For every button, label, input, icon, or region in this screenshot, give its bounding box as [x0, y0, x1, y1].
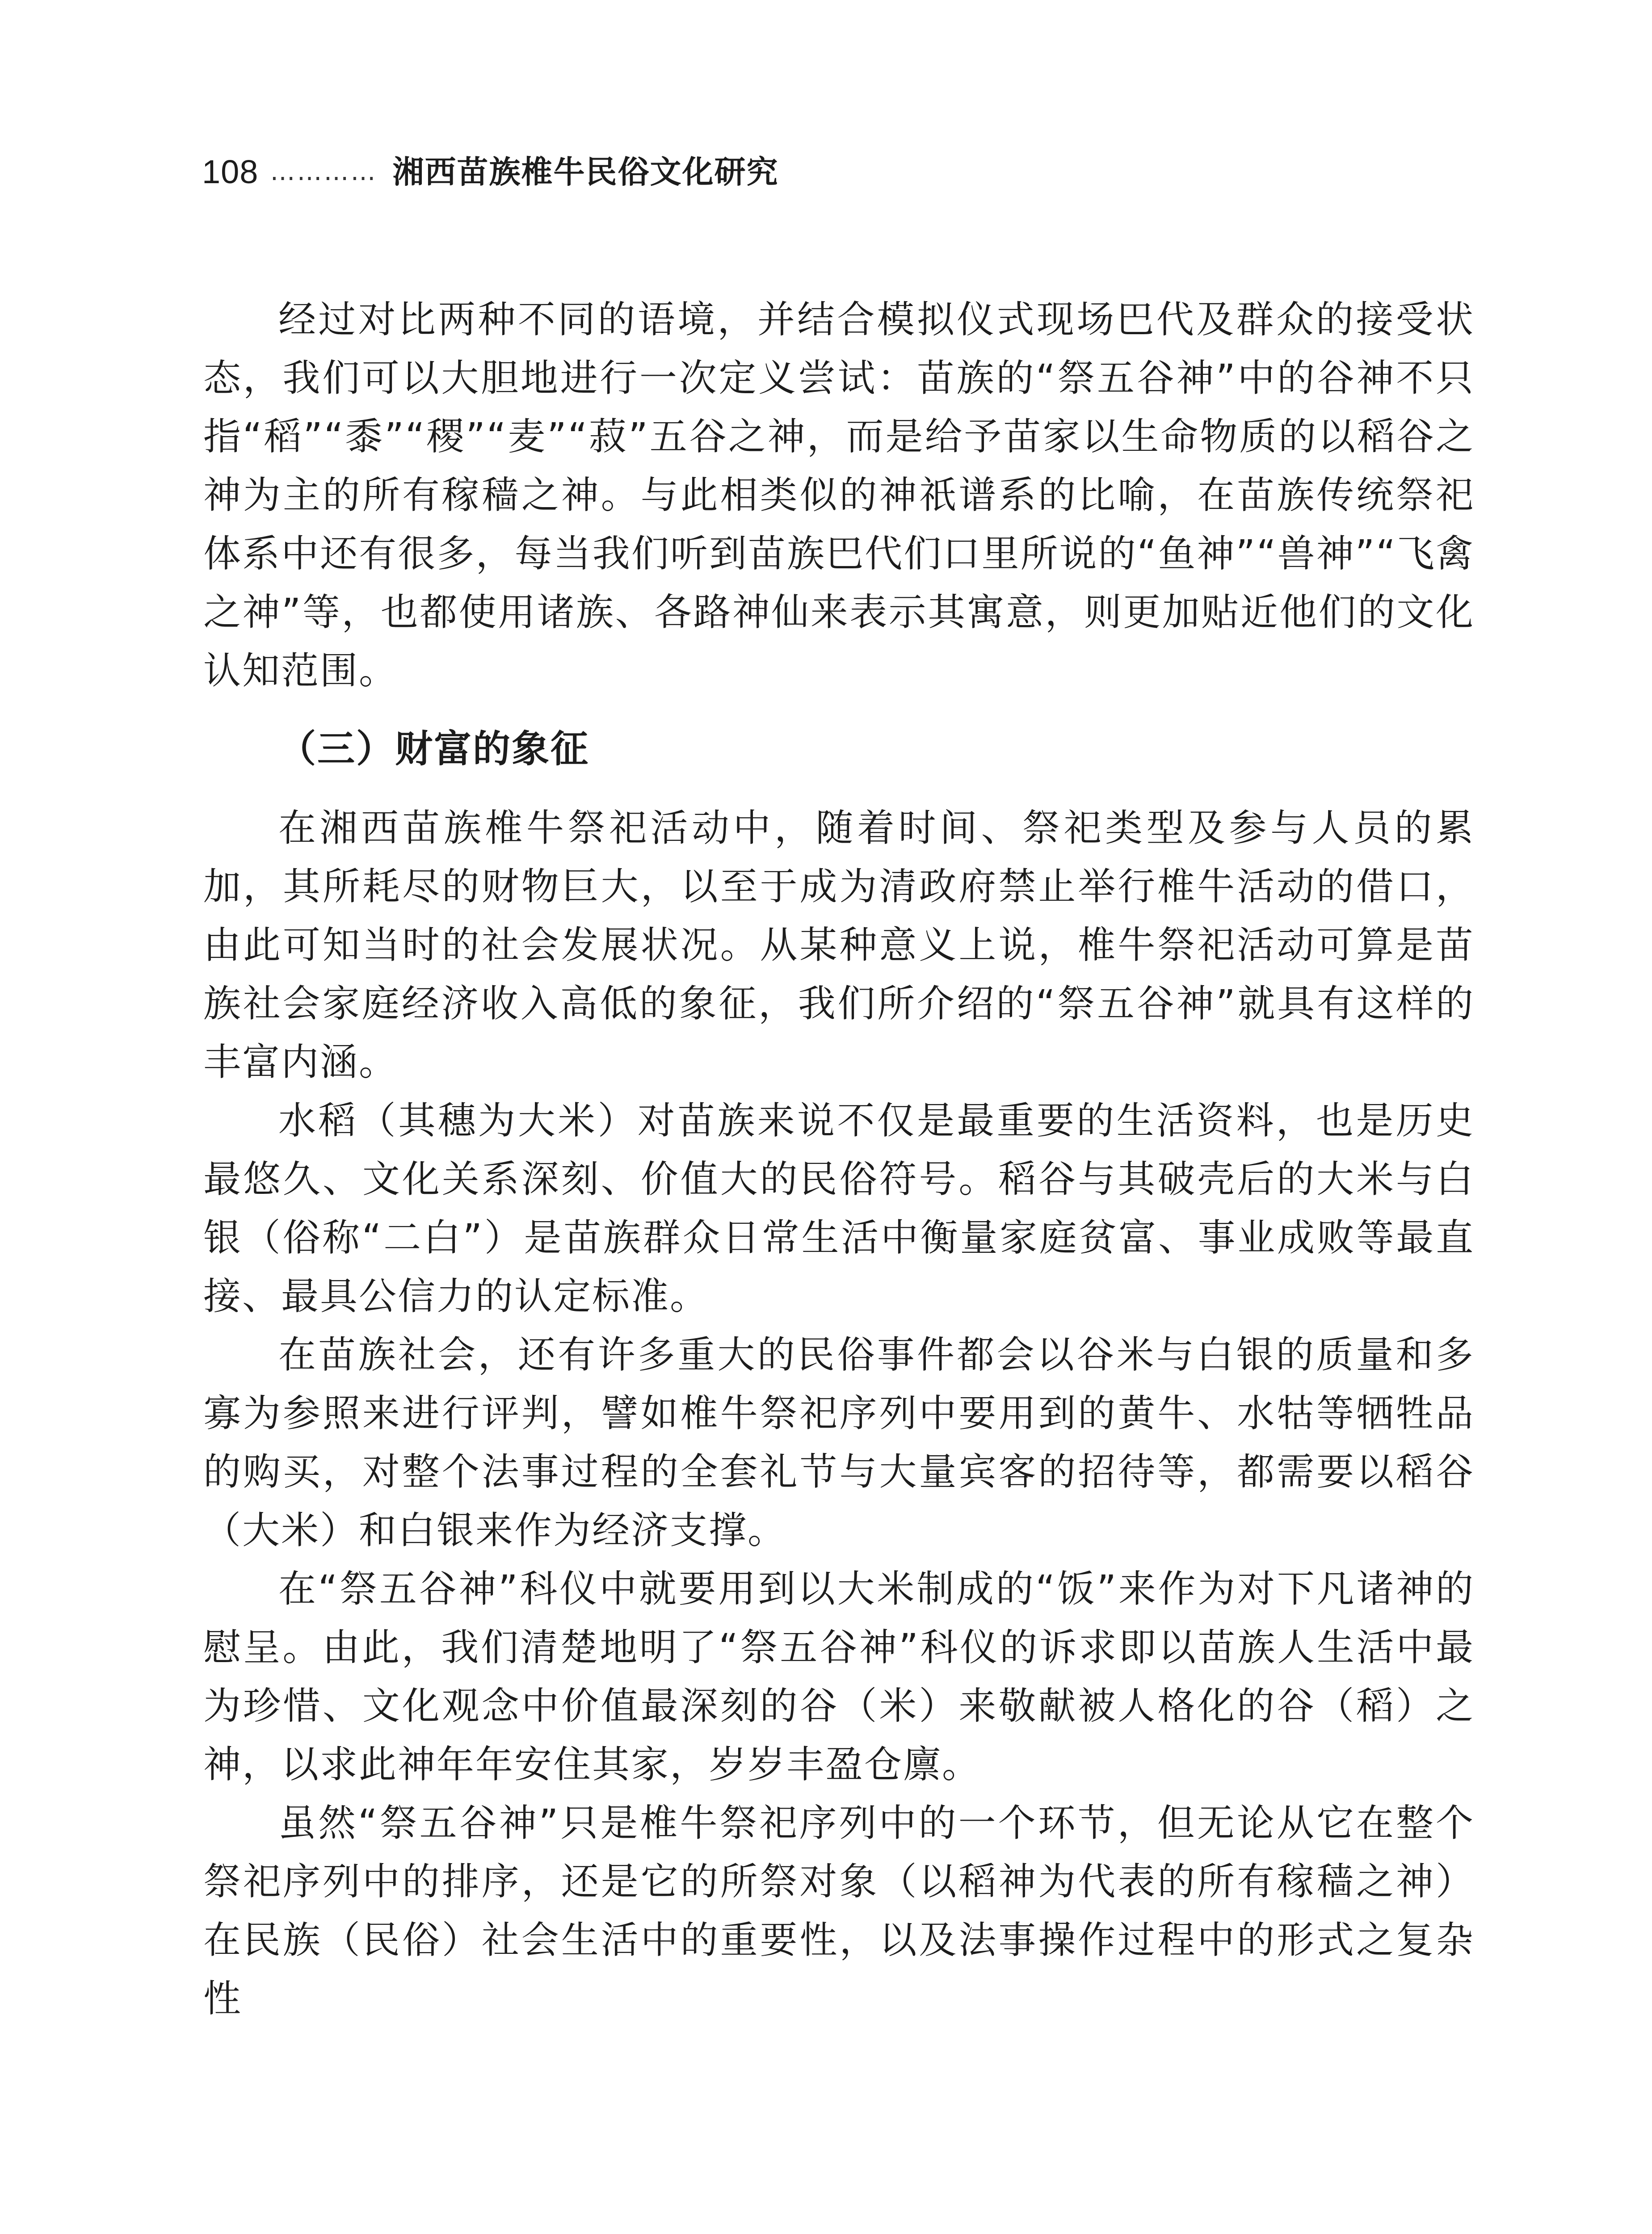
- dot-leader: …………: [270, 157, 378, 186]
- page-number: 108: [202, 153, 259, 190]
- book-title: 湘西苗族椎牛民俗文化研究: [392, 154, 779, 190]
- paragraph-rice-and-silver-measure: 在苗族社会，还有许多重大的民俗事件都会以谷米与白银的质量和多寡为参照来进行评判，譬如椎牛祭祀序列中要用到的黄牛、水牯等牺牲品的购买，对整个法事过程的全套礼节与大量宾客的招待等，都需要以稻谷（大米）和白银来作为经济支撑。: [203, 1333, 1475, 1552]
- paragraph-rice-offering: 在“祭五谷神”科仪中就要用到以大米制成的“饭”来作为对下凡诸神的慰呈。由此，我们清楚地明了“祭五谷神”科仪的诉求即以苗族人生活中最为珍惜、文化观念中价值最深刻的谷（米）来敬献被人格化的谷（稻）之神，以求此神年年安住其家，岁岁丰盈仓廪。: [203, 1567, 1475, 1786]
- paragraph-definition-of-grain-god: 经过对比两种不同的语境，并结合模拟仪式现场巴代及群众的接受状态，我们可以大胆地进行一次定义尝试：苗族的“祭五谷神”中的谷神不只指“稻”“黍”“稷”“麦”“菽”五谷之神，而是给予苗家以生命物质的以稻谷之神为主的所有稼穑之神。与此相类似的神祇谱系的比喻，在苗族传统祭祀体系中还有很多，每当我们听到苗族巴代们口里所说的“鱼神”“兽神”“飞禽之神”等，也都使用诸族、各路神仙来表示其寓意，则更加贴近他们的文化认知范围。: [203, 298, 1475, 693]
- body-text: [203, 290, 1475, 2028]
- paragraph-wealth-consumption: 在湘西苗族椎牛祭祀活动中，随着时间、祭祀类型及参与人员的累加，其所耗尽的财物巨大，以至于成为清政府禁止举行椎牛活动的借口，由此可知当时的社会发展状况。从某种意义上说，椎牛祭祀活动可算是苗族社会家庭经济收入高低的象征，我们所介绍的“祭五谷神”就具有这样的丰富内涵。: [203, 806, 1475, 1084]
- paragraph-ritual-importance: 虽然“祭五谷神”只是椎牛祭祀序列中的一个环节，但无论从它在整个祭祀序列中的排序，还是它的所祭对象（以稻神为代表的所有稼穑之神）在民族（民俗）社会生活中的重要性，以及法事操作过程中的形式之复杂性: [203, 1801, 1475, 2020]
- paragraph-rice-symbol: 水稻（其穗为大米）对苗族来说不仅是最重要的生活资料，也是历史最悠久、文化关系深刻、价值大的民俗符号。稻谷与其破壳后的大米与白银（俗称“二白”）是苗族群众日常生活中衡量家庭贫富、事业成败等最直接、最具公信力的认定标准。: [203, 1099, 1475, 1318]
- section-heading: （三）财富的象征: [278, 727, 590, 771]
- running-head: [202, 147, 778, 197]
